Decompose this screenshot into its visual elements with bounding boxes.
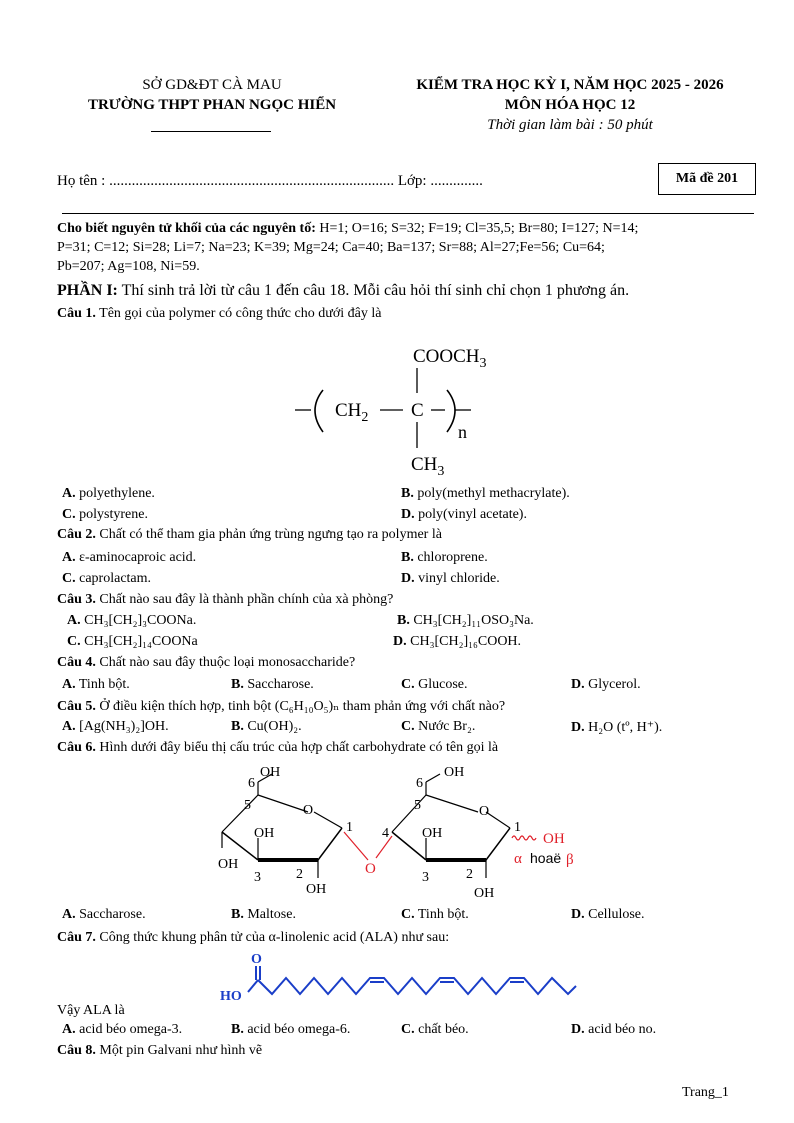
q1-option-c[interactable]: C. polystyrene. — [62, 507, 148, 522]
glycosidic-bond-left — [344, 832, 368, 860]
school-name: TRƯỜNG THPT PHAN NGỌC HIỂN — [87, 97, 337, 113]
q4-option-a[interactable]: A. Tinh bột. — [62, 677, 130, 692]
question-text: Chất nào sau đây thuộc loại monosaccharide? — [95, 655, 356, 670]
disaccharide-structure-diagram — [210, 760, 600, 900]
carbon-chain — [258, 978, 576, 994]
subject-title: MÔN HÓA HỌC 12 — [504, 97, 636, 113]
carbon-5-label: 5 — [414, 798, 421, 813]
oh-label: OH — [422, 826, 443, 841]
q2-option-d[interactable]: D. vinyl chloride. — [401, 571, 500, 586]
atomic-mass-line2: P=31; C=12; Si=28; Li=7; Na=23; K=39; Mg=24; Ca=40; Ba=137; Sr=88; Al=27;Fe=56; Cu=64; — [57, 240, 605, 255]
ring-oxygen-label: O — [303, 803, 314, 818]
q6-option-a[interactable]: A. Saccharose. — [62, 907, 146, 922]
q3-option-a[interactable]: A. CH₃[CH₂]₃COONa. — [67, 613, 197, 628]
question-text: Ở điều kiện thích hợp, tinh bột (C₆H₁₀O₅)ₙ tham phản ứng với chất nào? — [95, 699, 506, 714]
part1-label: PHẦN I: — [57, 282, 118, 299]
anomer-or-label: hoaë — [530, 850, 562, 866]
q6-option-c[interactable]: C. Tinh bột. — [401, 907, 469, 922]
exam-duration: Thời gian làm bài : 50 phút — [487, 117, 653, 133]
q3-option-c[interactable]: C. CH₃[CH₂]₁₄COONa — [67, 634, 198, 649]
anomeric-oh-label: OH — [543, 831, 565, 847]
q2-option-c[interactable]: C. caprolactam. — [62, 571, 152, 586]
question-6 — [57, 740, 498, 756]
q5-option-a[interactable]: A. [Ag(NH₃)₂]OH. — [62, 719, 169, 734]
q7-option-a[interactable]: A. acid béo omega-3. — [62, 1022, 183, 1037]
beta-label: β — [566, 852, 574, 868]
q3-option-b[interactable]: B. CH₃[CH₂]₁₁OSO₃Na. — [397, 613, 534, 628]
carbon-3-label: 3 — [254, 870, 261, 885]
atomic-mass-line3: Pb=207; Ag=108, Ni=59. — [57, 259, 200, 274]
hydroxyl-label: HO — [220, 989, 242, 1004]
q7-option-d[interactable]: D. acid béo no. — [571, 1022, 657, 1037]
left-parenthesis — [315, 390, 323, 432]
q1-option-b[interactable]: B. poly(methyl methacrylate). — [401, 486, 570, 501]
ring-oxygen-label: O — [479, 804, 490, 819]
struct-top-group: $COOCH_3$ — [413, 346, 487, 371]
carbon-2-label: 2 — [296, 867, 303, 882]
carbon-5-label: 5 — [244, 798, 251, 813]
question-number: Câu 7. — [57, 930, 96, 945]
question-number: Câu 2. — [57, 527, 96, 542]
q7-follow-text: Vậy ALA là — [57, 1003, 125, 1018]
question-8 — [57, 1043, 262, 1059]
carbon-6-label: 6 — [248, 776, 255, 791]
atomic-mass-values-1: H=1; O=16; S=32; F=19; Cl=35,5; Br=80; I=127; N=14; — [315, 221, 639, 236]
q6-option-b[interactable]: B. Maltose. — [231, 907, 296, 922]
struct-left-group: $CH_2$ — [335, 400, 369, 425]
carbon-4-label: 4 — [382, 826, 389, 841]
question-text: Hình dưới đây biểu thị cấu trúc của hợp chất carbohydrate có tên gọi là — [95, 740, 499, 755]
carbon-3-label: 3 — [422, 870, 429, 885]
question-5 — [57, 698, 505, 715]
header-divider — [151, 131, 271, 132]
class-label: Lớp: .............. — [397, 173, 483, 189]
department-name: SỞ GD&ĐT CÀ MAU — [142, 77, 282, 93]
question-7 — [57, 930, 449, 946]
question-number: Câu 6. — [57, 740, 96, 755]
alpha-label: α — [514, 851, 522, 867]
question-4 — [57, 655, 355, 671]
section-divider — [62, 213, 754, 214]
question-2 — [57, 527, 442, 543]
right-parenthesis — [447, 390, 455, 432]
q5-option-d[interactable]: D. H₂O (tº, H⁺). — [571, 720, 663, 735]
q4-option-c[interactable]: C. Glucose. — [401, 677, 468, 692]
exam-code-box: Mã đề 201 — [658, 163, 756, 195]
carbon-6-label: 6 — [416, 776, 423, 791]
q4-option-b[interactable]: B. Saccharose. — [231, 677, 314, 692]
q7-option-c[interactable]: C. chất béo. — [401, 1022, 469, 1037]
q2-option-b[interactable]: B. chloroprene. — [401, 550, 488, 565]
student-name-label: Họ tên : ............................................................................ — [57, 173, 395, 189]
glycosidic-oxygen-label: O — [365, 861, 376, 877]
question-text: Một pin Galvani như hình vẽ — [95, 1043, 263, 1058]
carbon-1-label: 1 — [514, 820, 521, 835]
anomeric-wavy-bond — [512, 836, 536, 840]
question-text: Tên gọi của polymer có công thức cho dưới đây là — [95, 306, 382, 321]
q4-option-d[interactable]: D. Glycerol. — [571, 677, 641, 692]
oh-label: OH — [474, 886, 495, 900]
question-text: Công thức khung phân tử của α-linolenic acid (ALA) như sau: — [95, 930, 450, 945]
q5-option-c[interactable]: C. Nước Br₂. — [401, 719, 476, 734]
student-name-field — [57, 173, 483, 190]
struct-bottom-group: $CH_3$ — [411, 454, 445, 478]
q6-option-d[interactable]: D. Cellulose. — [571, 907, 645, 922]
question-number: Câu 8. — [57, 1043, 96, 1058]
ala-skeletal-formula — [218, 950, 583, 1005]
part1-instruction — [57, 282, 629, 300]
q5-option-b[interactable]: B. Cu(OH)₂. — [231, 719, 302, 734]
q1-option-d[interactable]: D. poly(vinyl acetate). — [401, 507, 527, 522]
question-1 — [57, 306, 381, 322]
question-text: Chất có thể tham gia phản ứng trùng ngưng tạo ra polymer là — [95, 527, 442, 542]
exam-title: KIỂM TRA HỌC KỲ I, NĂM HỌC 2025 - 2026 — [416, 77, 724, 93]
atomic-mass-label: Cho biết nguyên tử khối của các nguyên tố: — [57, 221, 316, 236]
atomic-mass-line1 — [57, 221, 638, 237]
question-number: Câu 5. — [57, 699, 96, 714]
question-number: Câu 3. — [57, 592, 96, 607]
oh-label: OH — [306, 882, 327, 897]
q3-option-d[interactable]: D. CH₃[CH₂]₁₆COOH. — [393, 634, 522, 649]
question-number: Câu 1. — [57, 306, 96, 321]
question-number: Câu 4. — [57, 655, 96, 670]
carbon-2-label: 2 — [466, 867, 473, 882]
repeat-n: n — [458, 422, 467, 442]
q2-option-a[interactable]: A. ε-aminocaproic acid. — [62, 550, 197, 565]
hydroxyl-bond — [248, 980, 258, 992]
part1-text: Thí sinh trả lời từ câu 1 đến câu 18. Mỗi câu hỏi thí sinh chỉ chọn 1 phương án. — [117, 282, 630, 299]
carbon-1-label: 1 — [346, 820, 353, 835]
q1-option-a[interactable]: A. polyethylene. — [62, 486, 155, 501]
oh-label: OH — [254, 826, 275, 841]
right-glucose-ring — [392, 774, 510, 878]
oh-label: OH — [444, 765, 465, 780]
question-3 — [57, 592, 393, 608]
carbonyl-oxygen-label: O — [251, 952, 262, 967]
q7-option-b[interactable]: B. acid béo omega-6. — [231, 1022, 351, 1037]
page-number: Trang_1 — [682, 1085, 729, 1100]
polymer-structure-diagram — [295, 338, 495, 478]
oh-label: OH — [260, 765, 281, 780]
question-text: Chất nào sau đây là thành phần chính của xà phòng? — [95, 592, 394, 607]
oh-label: OH — [218, 857, 239, 872]
left-glucose-ring — [222, 774, 342, 878]
struct-center-carbon: C — [411, 400, 424, 421]
